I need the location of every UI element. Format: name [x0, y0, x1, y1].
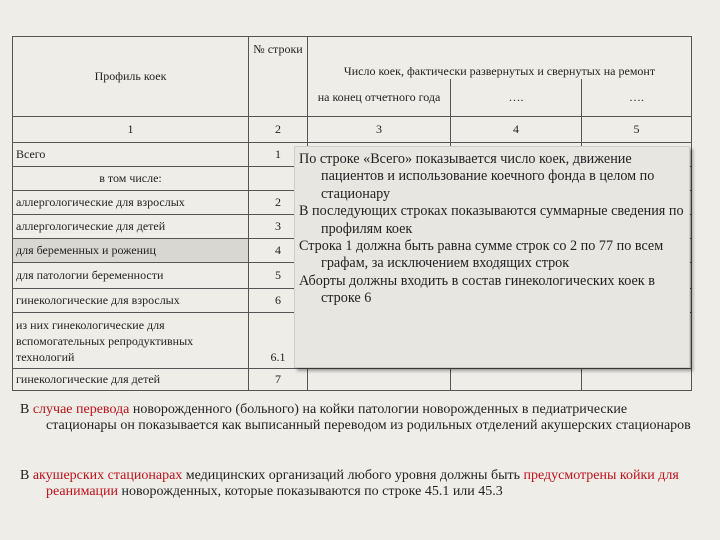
- header-profile: Профиль коек: [13, 37, 249, 117]
- header-beds-group: Число коек, фактически развернутых и свернутых на ремонт: [308, 37, 692, 79]
- row-number: 2: [249, 191, 308, 215]
- note-text: В: [20, 402, 33, 417]
- note-text: новорожденного (больного) на койки патологии новорожденных в педиатрические стационары он показывается как выписанный переводом из родильных отделений акушерских стационаров: [46, 402, 691, 433]
- note-obstetric: [20, 468, 700, 500]
- row-number: 5: [249, 263, 308, 289]
- row-label: для беременных и рожениц: [13, 239, 249, 263]
- row-label: Всего: [13, 143, 249, 167]
- row-number: 3: [249, 215, 308, 239]
- note-text: медицинских организаций любого уровня должны быть: [182, 468, 524, 483]
- note-text: новорожденных, которые показываются по строке 45.1 или 45.3: [118, 484, 503, 499]
- callout-paragraph: Строка 1 должна быть равна сумме строк со 2 по 77 по всем графам, за исключением входящих строк: [299, 238, 664, 272]
- row-label: в том числе:: [13, 167, 249, 191]
- row-label: гинекологические для детей: [13, 369, 249, 391]
- table-cell: [582, 369, 692, 391]
- table-cell: [308, 369, 451, 391]
- note-highlight: предусмотрены койки для реанимации: [46, 468, 679, 499]
- note-transfer: [20, 402, 700, 434]
- header-col5: ….: [582, 79, 692, 117]
- row-number: 1: [249, 143, 308, 167]
- note-text: В: [20, 468, 33, 483]
- row-label: аллергологические для детей: [13, 215, 249, 239]
- col-number: 2: [249, 117, 308, 143]
- row-label: для патологии беременности: [13, 263, 249, 289]
- col-number: 3: [308, 117, 451, 143]
- callout-paragraph: В последующих строках показываются суммарные сведения по профилям коек: [299, 203, 684, 237]
- header-col4: ….: [451, 79, 582, 117]
- header-row-number: № строки: [249, 37, 308, 117]
- explanation-callout: [294, 146, 690, 368]
- note-highlight: случае перевода: [32, 402, 130, 417]
- row-label: гинекологические для взрослых: [13, 289, 249, 313]
- row-number: 6.1: [249, 313, 308, 369]
- table-cell: [451, 369, 582, 391]
- note-highlight: акушерских стационарах: [32, 468, 183, 483]
- col-number: 1: [13, 117, 249, 143]
- row-number: 7: [249, 369, 308, 391]
- callout-paragraph: Аборты должны входить в состав гинекологических коек в строке 6: [299, 272, 655, 307]
- callout-paragraph: По строке «Всего» показывается число коек, движение пациентов и использование коечного фонда в целом по стационару: [299, 151, 655, 202]
- row-label: из них гинекологические для вспомогательных репродуктивных технологий: [13, 313, 249, 369]
- row-number: 4: [249, 239, 308, 263]
- col-number: 5: [582, 117, 692, 143]
- row-label: аллергологические для взрослых: [13, 191, 249, 215]
- col-number: 4: [451, 117, 582, 143]
- row-number: 6: [249, 289, 308, 313]
- header-end-of-year: на конец отчетного года: [308, 79, 451, 117]
